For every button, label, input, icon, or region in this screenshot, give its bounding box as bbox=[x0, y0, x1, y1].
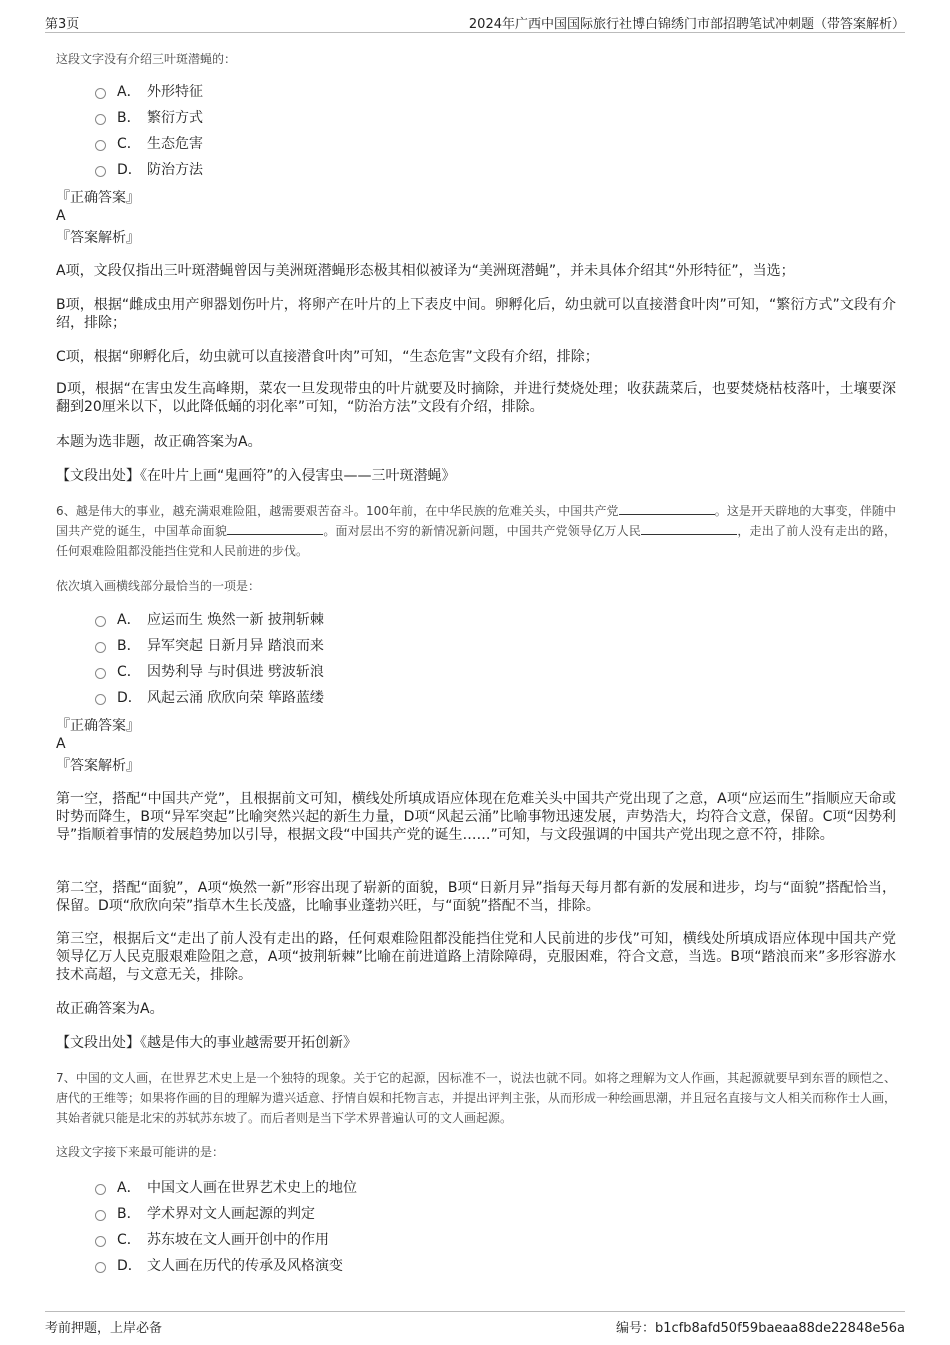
q7-options bbox=[95, 1174, 357, 1278]
page-header bbox=[45, 10, 905, 33]
page-footer bbox=[45, 1311, 905, 1336]
page-number: 第3页 bbox=[45, 17, 80, 32]
radio-icon[interactable] bbox=[95, 114, 106, 125]
q5-analysis-c: C项，根据“卵孵化后，幼虫就可以直接潜食叶肉”可知，“生态危害”文段有介绍，排除； bbox=[56, 349, 599, 365]
radio-icon[interactable] bbox=[95, 140, 106, 151]
q5-option-a[interactable]: A． 外形特征 bbox=[95, 78, 203, 104]
q7-option-d[interactable]: D． 文人画在历代的传承及风格演变 bbox=[95, 1252, 357, 1278]
q5-option-c[interactable]: C． 生态危害 bbox=[95, 130, 203, 156]
q7-option-a[interactable]: A． 中国文人画在世界艺术史上的地位 bbox=[95, 1174, 357, 1200]
radio-icon[interactable] bbox=[95, 642, 106, 653]
q6-source: 【文段出处】《越是伟大的事业越需要开拓创新》 bbox=[56, 1035, 357, 1051]
q6-conclusion: 故正确答案为A。 bbox=[56, 1001, 164, 1017]
radio-icon[interactable] bbox=[95, 166, 106, 177]
radio-icon[interactable] bbox=[95, 1210, 106, 1221]
q5-answer-label: 『正确答案』 bbox=[56, 190, 140, 206]
q5-source: 【文段出处】《在叶片上画“鬼画符”的入侵害虫——三叶斑潜蝇》 bbox=[56, 468, 456, 484]
q6-answer-label: 『正确答案』 bbox=[56, 718, 140, 734]
radio-icon[interactable] bbox=[95, 1184, 106, 1195]
q7-option-c[interactable]: C． 苏东坡在文人画开创中的作用 bbox=[95, 1226, 357, 1252]
q6-answer: A bbox=[56, 736, 66, 752]
q7-option-b[interactable]: B． 学术界对文人画起源的判定 bbox=[95, 1200, 357, 1226]
q5-option-d[interactable]: D． 防治方法 bbox=[95, 156, 203, 182]
q5-analysis-d: D项，根据“在害虫发生高峰期，菜农一旦发现带虫的叶片就要及时摘除，并进行焚烧处理；收获蔬菜后，也要焚烧枯枝落叶，土壤要深翻到20厘米以下，以此降低蛹的羽化率”可知，“防治方法”文段有介绍，排除。 bbox=[56, 381, 896, 415]
q5-answer: A bbox=[56, 208, 66, 224]
radio-icon[interactable] bbox=[95, 1236, 106, 1247]
q6-option-b[interactable]: B． 异军突起 日新月异 踏浪而来 bbox=[95, 632, 324, 658]
footer-slogan: 考前押题，上岸必备 bbox=[45, 1321, 163, 1336]
q7-text: 7、中国的文人画，在世界艺术史上是一个独特的现象。关于它的起源，因标准不一，说法也就不同。如将之理解为文人作画，其起源就要早到东晋的顾恺之、唐代的王维等；如果将作画的目的理解为遣兴适意、抒情自娱和托物言志，并提出评判主张，从而形成一种绘画思潮，并且冠名直接与文人相关而称作士人画，其始者就只能是北宋的苏轼苏东坡了。而后者则是当下学术界普遍认可的文人画起源。 bbox=[56, 1071, 897, 1125]
q6-options bbox=[95, 606, 324, 710]
q6-analysis-label: 『答案解析』 bbox=[56, 758, 140, 774]
q6-option-d[interactable]: D． 风起云涌 欣欣向荣 筚路蓝缕 bbox=[95, 684, 324, 710]
radio-icon[interactable] bbox=[95, 694, 106, 705]
q5-prompt: 这段文字没有介绍三叶斑潜蝇的： bbox=[56, 52, 237, 66]
fill-blank-1[interactable] bbox=[619, 502, 715, 515]
q7-prompt: 这段文字接下来最可能讲的是： bbox=[56, 1145, 225, 1159]
radio-icon[interactable] bbox=[95, 616, 106, 627]
radio-icon[interactable] bbox=[95, 1262, 106, 1273]
q6-analysis-blank-1: 第一空，搭配“中国共产党”，且根据前文可知，横线处所填成语应体现在危难关头中国共产党出现了之意，A项“应运而生”指顺应天命或时势而降生，B项“异军突起”比喻突然兴起的新生力量，D项“风起云涌”比喻事物迅速发展，声势浩大，均符合文意，保留。C项“因势利导”指顺着事情的发展趋势加以引导，根据文段“中国共产党的诞生……”可知，与文段强调的中国共产党出现之意不符，排除。 bbox=[56, 791, 896, 843]
q5-options bbox=[95, 78, 203, 182]
q5-option-b[interactable]: B． 繁衍方式 bbox=[95, 104, 203, 130]
q6-prompt: 依次填入画横线部分最恰当的一项是： bbox=[56, 579, 261, 593]
radio-icon[interactable] bbox=[95, 88, 106, 99]
q6-option-c[interactable]: C． 因势利导 与时俱进 劈波斩浪 bbox=[95, 658, 324, 684]
q5-analysis-a: A项，文段仅指出三叶斑潜蝇曾因与美洲斑潜蝇形态极其相似被译为“美洲斑潜蝇”，并未具体介绍其“外形特征”，当选； bbox=[56, 263, 795, 279]
q5-conclusion: 本题为选非题，故正确答案为A。 bbox=[56, 434, 262, 450]
q6-text: 6、越是伟大的事业，越充满艰难险阻，越需要艰苦奋斗。100年前，在中华民族的危难关头，中国共产党 。这是开天辟地的大事变，伴随中国共产党的诞生，中国革命面貌 。面对层出不穷的新情况新问题，中国共产党领导亿万人民 ，走出了前人没有走出的路，任何艰难险阻都没能挡住党和人民前进的步伐。 bbox=[56, 504, 896, 558]
q6-analysis-blank-2: 第二空，搭配“面貌”，A项“焕然一新”形容出现了崭新的面貌，B项“日新月异”指每天每月都有新的发展和进步，均与“面貌”搭配恰当，保留。D项“欣欣向荣”指草木生长茂盛，比喻事业蓬勃兴旺，与“面貌”搭配不当，排除。 bbox=[56, 880, 896, 914]
document-id: 编号：b1cfb8afd50f59baeaa88de22848e56a bbox=[615, 1321, 905, 1336]
q5-analysis-b: B项，根据“雌成虫用产卵器划伤叶片，将卵产在叶片的上下表皮中间。卵孵化后，幼虫就可以直接潜食叶肉”可知，“繁衍方式”文段有介绍，排除； bbox=[56, 297, 896, 331]
fill-blank-2[interactable] bbox=[227, 522, 323, 535]
fill-blank-3[interactable] bbox=[641, 522, 737, 535]
radio-icon[interactable] bbox=[95, 668, 106, 679]
q6-analysis-blank-3: 第三空，根据后文“走出了前人没有走出的路，任何艰难险阻都没能挡住党和人民前进的步伐”可知，横线处所填成语应体现中国共产党领导亿万人民克服艰难险阻之意，A项“披荆斩棘”比喻在前进道路上清除障碍，克服困难，符合文意，当选。B项“踏浪而来”多形容游水技术高超，与文意无关，排除。 bbox=[56, 931, 896, 983]
q5-analysis-label: 『答案解析』 bbox=[56, 230, 140, 246]
q6-option-a[interactable]: A． 应运而生 焕然一新 披荆斩棘 bbox=[95, 606, 324, 632]
document-title: 2024年广西中国国际旅行社博白锦绣门市部招聘笔试冲刺题（带答案解析） bbox=[468, 17, 905, 32]
